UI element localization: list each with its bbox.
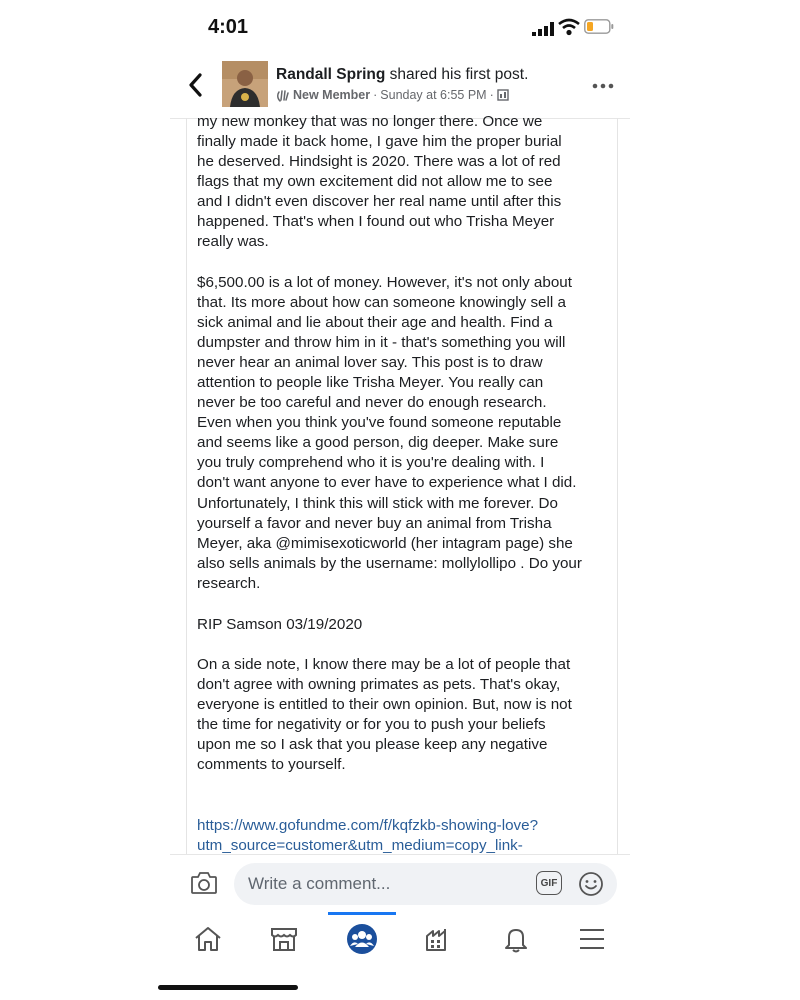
meta-line [276,88,509,102]
post-paragraph-2: $6,500.00 is a lot of money. However, it's not only about that. Its more about how can someone knowingly sell a sick animal and lie about their age and health. Find a dumpster and throw him in it - that's something you will never hear an animal lover say. This post is to draw attention to people like Trisha Meyer. You really can never be too careful and never do enough research. Even when you think you've found someone reputable and seems like a good person, dig deeper. Make sure you truly comprehend who it is you're dealing with. I don't want anyone to ever have to experience what I did. Unfortunately, I think this will stick with me forever. Do yourself a favor and never buy an animal from Trisha Meyer, aka @mimisexoticworld (her intagram page) she also sells animals by the username: mollylollipo . Do your research. [197,274,582,592]
notifications-icon [501,925,531,953]
home-indicator [158,985,298,990]
phone-screen [170,0,630,1000]
meta-separator: · [373,88,378,102]
post-paragraph-1: my new monkey that was no longer there. Once we finally made it back home, I gave him the proper burial he deserved. Hindsight is 2020. There was a lot of red flags that my own excitement did not allow me to see and I didn't even discover her real name until after this happened. That's when I found out who Trisha Meyer really was. [197,113,562,251]
status-time: 4:01 [208,16,249,38]
post-text-card [186,113,618,855]
tab-groups[interactable] [342,922,382,956]
avatar-image [222,61,268,107]
post-content [170,113,630,855]
home-icon [193,925,223,953]
active-tab-indicator [328,912,396,915]
tab-home[interactable] [188,922,228,956]
tab-notifications[interactable] [496,922,536,956]
comment-bar [170,854,630,913]
status-bar [170,0,630,52]
tab-bar [170,912,630,968]
back-icon[interactable] [186,72,206,98]
pages-icon [423,925,453,953]
wave-hand-icon [276,89,290,102]
post-header [170,52,630,119]
tab-pages[interactable] [418,922,458,956]
author-name[interactable]: Randall Spring [276,66,386,83]
groups-icon [346,923,378,955]
gif-icon[interactable]: GIF [536,871,562,895]
avatar[interactable] [222,61,268,107]
signal-icon [532,22,554,36]
menu-icon [577,926,607,952]
action-text: shared his first post. [385,66,529,83]
post-paragraph-4: On a side note, I know there may be a lot of people that don't agree with owning primates as pets. That's okay, everyone is entitled to their own opinion. But, now is not the time for negativity or for you to push your beliefs upon me so I ask that you please keep any negative comments to yourself. [197,656,572,774]
group-privacy-icon [497,89,509,101]
new-member-badge: New Member [293,88,371,102]
emoji-icon[interactable] [578,871,604,897]
camera-icon[interactable] [190,870,218,896]
post-timestamp[interactable]: Sunday at 6:55 PM [380,88,487,102]
meta-separator-2: · [489,88,494,102]
post-paragraph-3: RIP Samson 03/19/2020 [197,616,363,633]
gofundme-link[interactable]: https://www.gofundme.com/f/kqfzkb-showing-love? utm_source=customer&utm_medium=copy_link- [197,817,539,855]
tab-marketplace[interactable] [264,922,304,956]
wifi-icon [558,18,580,36]
more-options-icon[interactable] [592,82,614,90]
battery-icon [584,19,614,34]
tab-menu[interactable] [572,922,612,956]
author-line [276,66,528,84]
marketplace-icon [269,925,299,953]
